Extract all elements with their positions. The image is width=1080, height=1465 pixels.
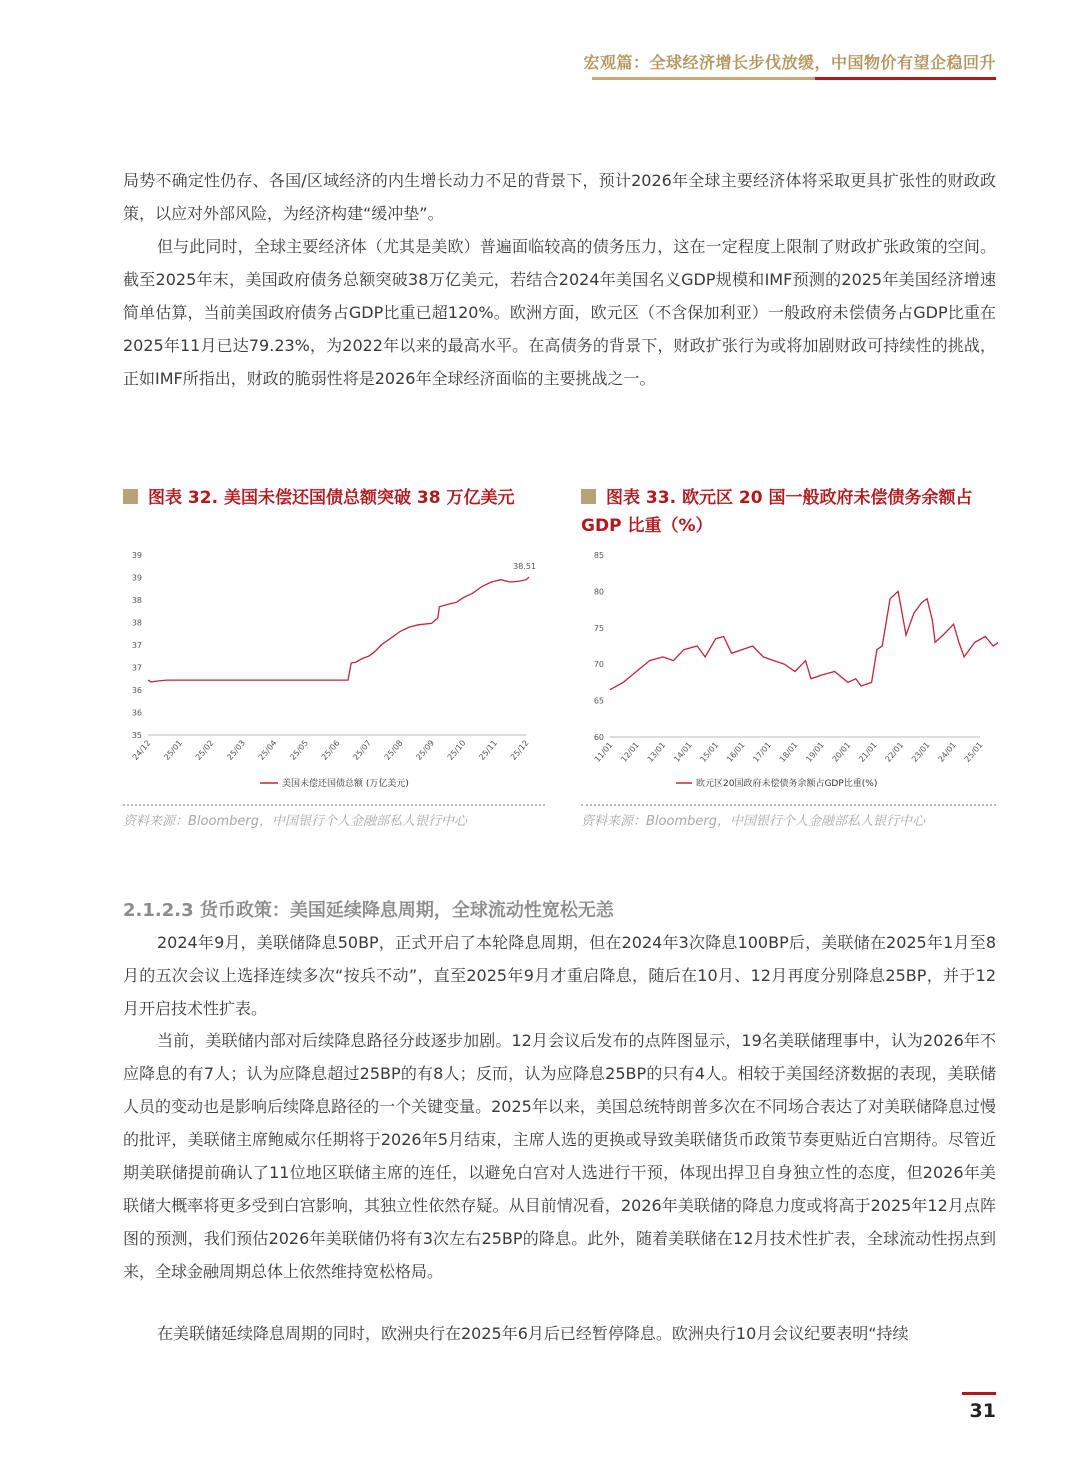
x-tick-label: 25/04 [256,738,279,762]
y-tick-label: 37 [131,641,142,650]
series-line-eurozone-debt [610,591,998,689]
x-tick-label: 22/01 [883,740,906,764]
page-number-mark [962,1392,996,1395]
x-tick-label: 14/01 [672,740,694,764]
x-tick-label: 25/09 [414,738,437,762]
source-divider [123,804,545,806]
figure-32-title-text: 图表 32. 美国未偿还国债总额突破 38 万亿美元 [148,488,515,508]
x-tick-label: 16/01 [724,740,747,764]
x-tick-label: 25/01 [162,738,185,762]
x-tick-label: 25/02 [193,738,216,762]
figure-33-title [581,484,972,540]
chart-us-treasury-debt [120,545,550,795]
paragraph-ecb: 在美联储延续降息周期的同时，欧洲央行在2025年6月后已经暂停降息。欧洲央行10月会议纪要表明“持续 [157,1324,909,1343]
figure-marker-icon [123,489,138,504]
y-tick-label: 35 [131,731,142,740]
y-tick-label: 70 [593,660,604,670]
paragraph-fed-rate-cuts: 2024年9月，美联储降息50BP，正式开启了本轮降息周期，但在2024年3次降息100BP后，美联储在2025年1月至8月的五次会议上选择连续多次“按兵不动”，直至2025年9月才重启降息，随后在10月、12月再度分别降息25BP，并于12月开启技术性扩表。 [123,933,996,1018]
x-tick-label: 11/01 [592,740,615,764]
chart-eurozone-debt-gdp [578,545,998,795]
x-tick-label: 23/01 [909,740,932,764]
y-tick-label: 60 [593,733,604,742]
x-tick-label: 25/06 [319,738,342,762]
y-tick-label: 39 [131,551,142,560]
y-tick-label: 39 [131,573,142,583]
series-line-us-debt [148,577,529,682]
x-tick-label: 18/01 [777,740,800,764]
x-tick-label: 25/12 [508,738,531,762]
x-tick-label: 25/01 [962,740,985,764]
figure-33-title-line1: 图表 33. 欧元区 20 国一般政府未偿债务余额占 [606,488,973,508]
x-tick-label: 15/01 [698,740,721,764]
source-divider [581,804,996,806]
x-tick-label: 20/01 [830,740,853,764]
x-tick-label: 25/08 [382,738,405,762]
x-tick-label: 13/01 [645,740,668,764]
x-tick-label: 21/01 [857,740,879,764]
y-tick-label: 36 [131,686,142,695]
figure-32-source: 资料来源：Bloomberg，中国银行个人金融部私人银行中心 [123,814,467,829]
section-heading: 2.1.2.3 货币政策：美国延续降息周期，全球流动性宽松无恙 [123,900,614,921]
paragraph-debt-pressure: 但与此同时，全球主要经济体（尤其是美欧）普遍面临较高的债务压力，这在一定程度上限制了财政扩张政策的空间。截至2025年末，美国政府债务总额突破38万亿美元，若结合2024年美国名义GDP规模和IMF预测的2025年美国经济增速简单估算，当前美国政府债务占GDP比重已超120%。欧洲方面，欧元区（不含保加利亚）一般政府未偿债务占GDP比重在2025年11月已达79.23%，为2022年以来的最高水平。在高债务的背景下，财政扩张行为或将加剧财政可持续性的挑战，正如IMF所指出，财政的脆弱性将是2026年全球经济面临的主要挑战之一。 [123,237,996,388]
y-tick-label: 36 [131,708,142,718]
y-tick-label: 75 [593,623,604,633]
header-divider-red [815,77,996,80]
header-title: 宏观篇：全球经济增长步伐放缓，中国物价有望企稳回升 [583,53,996,72]
y-tick-label: 38 [131,596,142,605]
legend-label: 美国未偿还国债总额 (万亿美元) [282,779,409,789]
data-label-last-value: 38.51 [513,562,537,572]
x-tick-label: 25/03 [225,738,248,762]
page-number: 31 [969,1400,996,1422]
x-tick-label: 25/10 [445,738,468,762]
paragraph-fed-divergence: 当前，美联储内部对后续降息路径分歧逐步加剧。12月会议后发布的点阵图显示，19名美联储理事中，认为2026年不应降息的有7人；认为应降息超过25BP的有8人；反而，认为应降息25BP的只有4人。相较于美国经济数据的表现，美联储人员的变动也是影响后续降息路径的一个关键变量。2025年以来，美国总统特朗普多次在不同场合表达了对美联储降息过慢的批评，美联储主席鲍威尔任期将于2026年5月结束，主席人选的更换或导致美联储货币政策节奏更贴近白宫期待。尽管近期美联储提前确认了11位地区联储主席的连任，以避免白宫对人选进行干预，体现出捍卫自身独立性的态度，但2026年美联储大概率将更多受到白宫影响，其独立性依然存疑。从目前情况看，2026年美联储的降息力度或将高于2025年12月点阵图的预测，我们预估2026年美联储仍将有3次左右25BP的降息。此外，随着美联储在12月技术性扩表，全球流动性拐点到来，全球金融周期总体上依然维持宽松格局。 [123,1031,996,1281]
figure-32-title [123,484,514,512]
y-tick-label: 38 [131,618,142,628]
x-tick-label: 25/05 [288,738,311,762]
x-tick-label: 24/01 [936,740,959,764]
x-tick-label: 12/01 [619,740,641,764]
figure-33-source: 资料来源：Bloomberg，中国银行个人金融部私人银行中心 [581,814,925,829]
legend-label: 欧元区20国政府未偿债务余额占GDP比重(%) [696,779,878,789]
y-tick-label: 37 [131,663,142,673]
figure-marker-icon [581,489,596,504]
x-tick-label: 25/11 [477,738,500,762]
y-tick-label: 85 [593,551,604,560]
x-tick-label: 19/01 [804,740,826,764]
x-tick-label: 24/12 [130,738,153,762]
y-tick-label: 65 [593,696,604,706]
y-tick-label: 80 [593,587,604,597]
x-tick-label: 17/01 [751,740,774,764]
paragraph-fiscal-outlook: 局势不确定性仍存、各国/区域经济的内生增长动力不足的背景下，预计2026年全球主要经济体将采取更具扩张性的财政政策，以应对外部风险，为经济构建“缓冲垫”。 [123,171,996,223]
figure-33-title-line2: GDP 比重（%） [581,516,713,536]
x-tick-label: 25/07 [351,738,374,762]
